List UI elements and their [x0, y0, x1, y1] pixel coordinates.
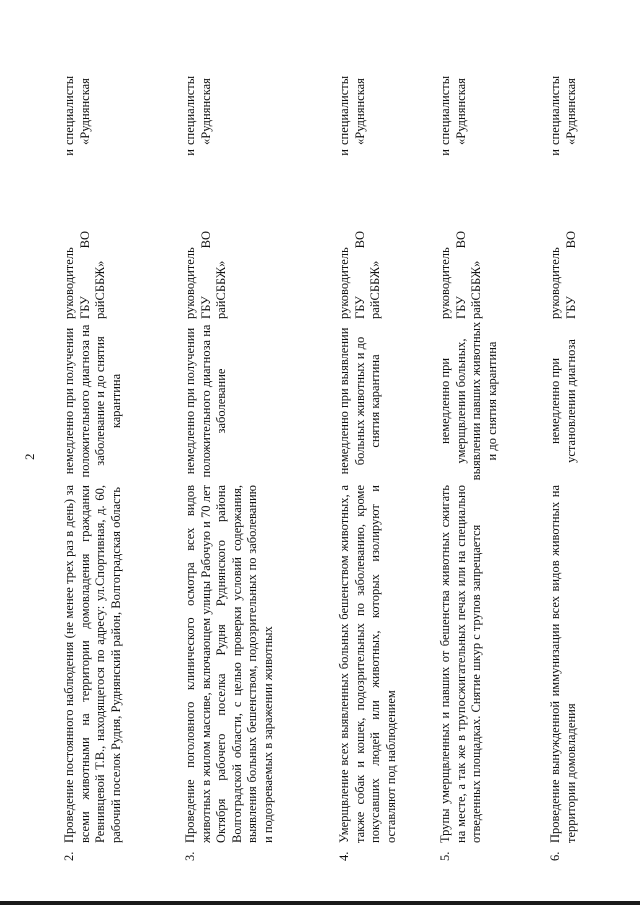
responsible-and: и — [62, 149, 76, 156]
row-number: 3. — [183, 851, 197, 861]
measure-description: Проведение вынужденной иммунизации всех видов животных на территории домовладения — [548, 485, 578, 843]
responsible-region: ВО — [453, 231, 468, 249]
row-number: 4. — [337, 851, 351, 861]
responsible-unit: райСББЖ» — [469, 260, 483, 319]
measure-description: Проведение постоянного наблюдения (не менее трех раз в день) за всеми животными на территории домовладения гражданки Ревнивцевой Т.В., находящегося по адресу: ул.Спортивная, д. 60, рабочий поселок Рудня, Руднянский район, Волгоградская область — [62, 485, 123, 843]
responsible — [183, 149, 230, 319]
responsible-region: ВО — [198, 231, 213, 249]
measure-timing: немедленно при выявлении больных животных и до снятия карантина — [337, 327, 382, 475]
responsible-org: ГБУ — [453, 296, 468, 319]
responsible-unit: райСББЖ» — [93, 260, 107, 319]
page-number: 2 — [22, 453, 37, 460]
responsible-head: руководитель — [548, 247, 562, 319]
responsible — [548, 149, 579, 319]
responsible-head: руководитель — [337, 247, 351, 319]
responsible-head: руководитель — [438, 247, 452, 319]
specialists: специалисты «Руднянская — [548, 75, 578, 145]
row-number: 6. — [548, 851, 562, 861]
responsible-org: ГБУ — [198, 296, 213, 319]
specialists: специалисты «Руднянская — [337, 75, 367, 145]
responsible-org: ГБУ — [77, 296, 92, 319]
measure-description: Трупы умерщвленных и павших от бешенства животных сжигать на месте, а так же в трупосжигательных печах или на специально отведенных площадках. Снятие шкур с трупов запрещается — [438, 485, 483, 843]
measure-description: Умерщвление всех выявленных больных бешенством животных, а также собак и кошек, подозрительных по заболеванию, кроме покусавших людей или животных, которых изолируют и оставляют под наблюдением — [337, 485, 398, 843]
responsible-org: ГБУ — [352, 296, 367, 319]
responsible-region: ВО — [563, 231, 578, 249]
measure-timing: немедленно при получении положительного диагноза на заболевание и до снятия карантина — [62, 324, 123, 478]
measure-timing: немедленно при получении положительного диагноза на заболевание — [183, 324, 228, 478]
responsible-and: и — [183, 149, 197, 156]
specialists: специалисты «Руднянская — [183, 75, 213, 145]
responsible-region: ВО — [77, 231, 92, 249]
specialists: специалисты «Руднянская — [62, 75, 92, 145]
responsible-unit: райСББЖ» — [368, 260, 382, 319]
responsible — [438, 149, 485, 319]
responsible-org: ГБУ — [563, 296, 578, 319]
responsible-region: ВО — [352, 231, 367, 249]
responsible — [62, 149, 109, 319]
bottom-rule — [0, 901, 640, 905]
measure-timing: немедленно при умерщвлении больных, выявлении павших животных и до снятия карантина — [438, 321, 499, 481]
specialists: специалисты «Руднянская — [438, 75, 468, 145]
responsible-and: и — [337, 149, 351, 156]
responsible — [337, 149, 384, 319]
responsible-head: руководитель — [62, 247, 76, 319]
responsible-head: руководитель — [183, 247, 197, 319]
measure-description: Проведение поголовного клинического осмотра всех видов животных в жилом массиве, включающем улицы Рабочую и 70 лет Октября рабочего поселка Рудня Руднянского района Волгоградской области, с целью проверки условий содержания, выявления больных бешенством, подозрительных по заболеванию и подозреваемых в заражении животных — [183, 485, 275, 843]
row-number: 5. — [438, 851, 452, 861]
row-number: 2. — [62, 851, 76, 861]
responsible-and: и — [438, 149, 452, 156]
responsible-and: и — [548, 149, 562, 156]
responsible-unit: райСББЖ» — [214, 260, 228, 319]
measure-timing: немедленно при установлении диагноза — [548, 339, 578, 463]
